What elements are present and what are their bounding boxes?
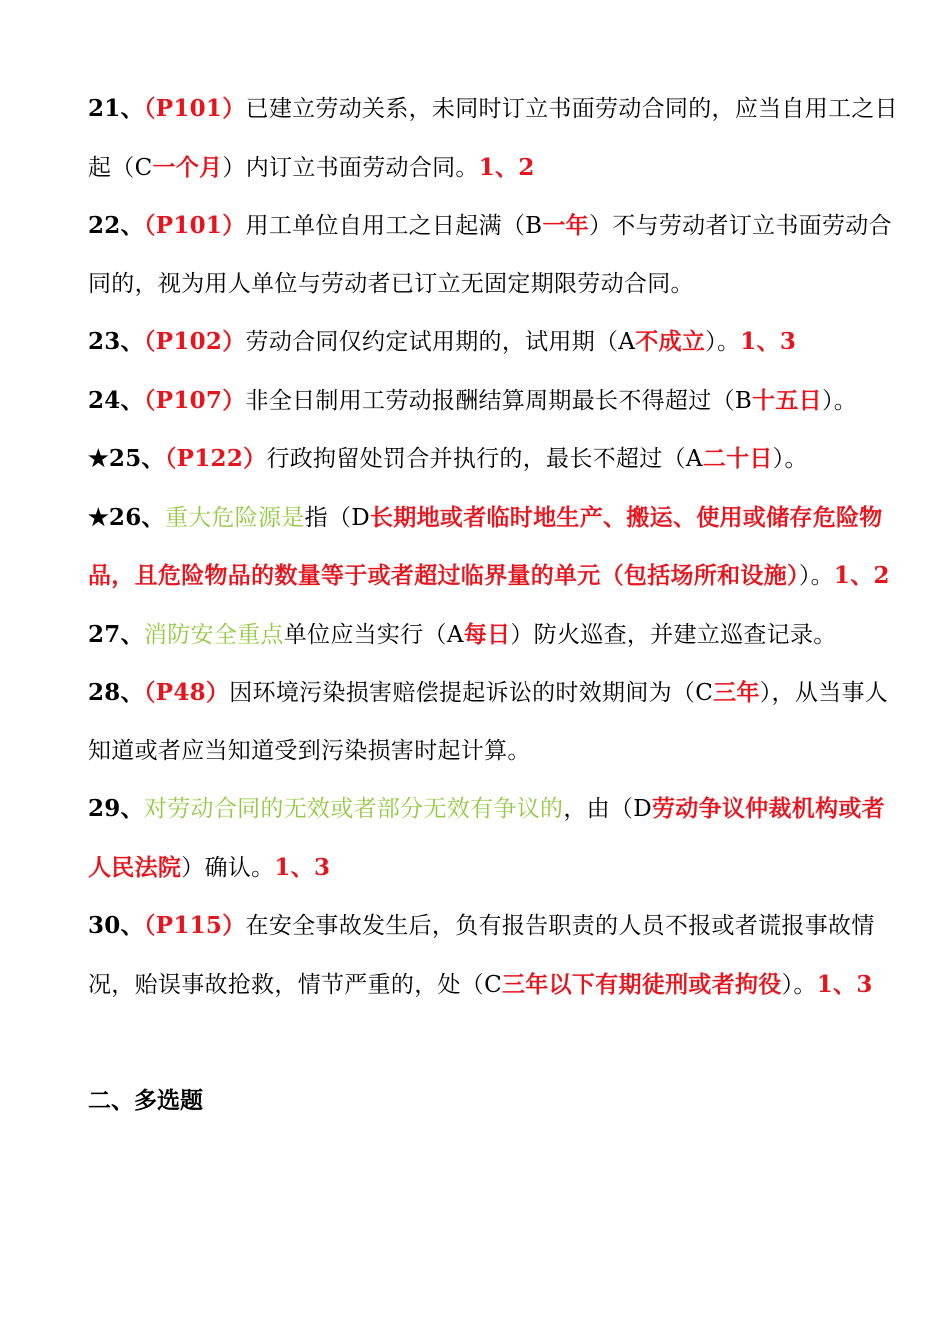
question-28 — [88, 664, 898, 780]
question-number: 27、 — [88, 620, 144, 648]
question-number: ★25、 — [88, 445, 165, 472]
question-text-end: ）确认。 — [181, 854, 275, 881]
answer-option: D — [633, 796, 652, 822]
answer-option: B — [525, 213, 543, 239]
answer-option: A — [685, 446, 703, 472]
question-30 — [88, 897, 898, 1014]
question-text: 因环境污染损害赔偿提起诉讼的时效期间为（ — [229, 680, 696, 706]
answer-option: C — [484, 971, 503, 998]
question-text-end: ）。 — [798, 563, 834, 589]
page-ref: （P107） — [143, 386, 246, 414]
question-number: 29、 — [88, 795, 144, 822]
answer-text: 长期地或者临时地生产、搬运、使用或储存危险物品，且危险物品的数量等于或者超过临界量的单元（包括场所和设施） — [88, 503, 883, 589]
question-26 — [88, 489, 898, 606]
question-number: ★26、 — [88, 503, 165, 531]
section-title: 二、多选题 — [88, 1087, 203, 1114]
reference-note: 1、2 — [478, 153, 535, 181]
reference-note: 1、2 — [833, 562, 890, 589]
answer-option: C — [134, 154, 153, 181]
answer-text: 三年以下有期徒刑或者拘役 — [502, 970, 782, 998]
question-text: 行政拘留处罚合并执行的，最长不超过（ — [266, 446, 686, 472]
question-24 — [88, 372, 898, 431]
answer-text: 每日 — [463, 620, 511, 648]
question-number: 24、 — [88, 386, 144, 414]
question-number: 28、 — [88, 679, 144, 706]
answer-option: B — [734, 387, 753, 414]
question-23 — [88, 313, 898, 372]
page-ref: （P102） — [143, 328, 246, 355]
page-ref: （P48） — [143, 679, 230, 706]
question-27 — [88, 606, 898, 665]
answer-option: A — [618, 329, 636, 355]
question-number: 22、 — [88, 212, 144, 239]
answer-text: 二十日 — [702, 445, 773, 472]
document-body — [88, 80, 898, 1130]
question-text: 用工单位自用工之日起满（ — [245, 213, 526, 239]
question-text: ，由（ — [563, 796, 634, 822]
question-text: 指（ — [304, 504, 352, 531]
answer-option: A — [446, 621, 464, 648]
question-text-end: ）防火巡查，并建立巡查记录。 — [510, 621, 837, 648]
answer-text: 不成立 — [635, 328, 706, 355]
answer-text: 劳动争议仲裁机构或者人民法院 — [88, 795, 885, 881]
question-text: 非全日制用工劳动报酬结算周期最长不得超过（ — [245, 387, 735, 414]
question-number: 21、 — [88, 95, 144, 122]
question-text-end: ）。 — [821, 387, 858, 414]
answer-text: 一个月 — [152, 153, 223, 181]
answer-text: 一年 — [542, 212, 589, 239]
question-text-end: ）内订立书面劳动合同。 — [222, 154, 479, 181]
keyword-highlight: 重大危险源是 — [164, 504, 305, 531]
answer-text: 十五日 — [752, 386, 822, 414]
page-ref: （P115） — [143, 912, 246, 939]
question-text-end: ）。 — [705, 329, 741, 355]
question-text-end: ）。 — [781, 971, 817, 998]
reference-note: 1、3 — [740, 328, 797, 355]
question-25 — [88, 430, 898, 489]
question-text: 劳动合同仅约定试用期的，试用期（ — [245, 329, 619, 355]
question-number: 23、 — [88, 328, 144, 355]
question-29 — [88, 780, 898, 897]
page-ref: （P101） — [143, 212, 246, 239]
page-ref: （P122） — [164, 445, 267, 472]
answer-text: 三年 — [713, 679, 760, 706]
question-number: 30、 — [88, 912, 144, 939]
question-text: 单位应当实行（ — [283, 621, 447, 648]
keyword-highlight: 对劳动合同的无效或者部分无效有争议的 — [143, 796, 564, 822]
answer-option: D — [351, 504, 370, 531]
question-21 — [88, 80, 898, 197]
reference-note: 1、3 — [274, 853, 331, 881]
question-text: 已建立劳动关系，未同时订立书面劳动合同的，应当自用工之日起（ — [88, 96, 898, 181]
reference-note: 1、3 — [816, 970, 873, 998]
page-ref: （P101） — [143, 95, 246, 122]
question-text-end: ）。 — [772, 446, 808, 472]
question-text-end: ），从当事人知道或者应当知道受到污染损害时起计算。 — [88, 680, 889, 764]
question-text: 在安全事故发生后，负有报告职责的人员不报或者谎报事故情况，贻误事故抢救，情节严重的，处（ — [88, 913, 875, 998]
keyword-highlight: 消防安全重点 — [143, 621, 284, 648]
question-22 — [88, 197, 898, 313]
answer-option: C — [695, 680, 714, 706]
question-text-end: ）不与劳动者订立书面劳动合同的，视为用人单位与劳动者已订立无固定期限劳动合同。 — [88, 213, 892, 297]
